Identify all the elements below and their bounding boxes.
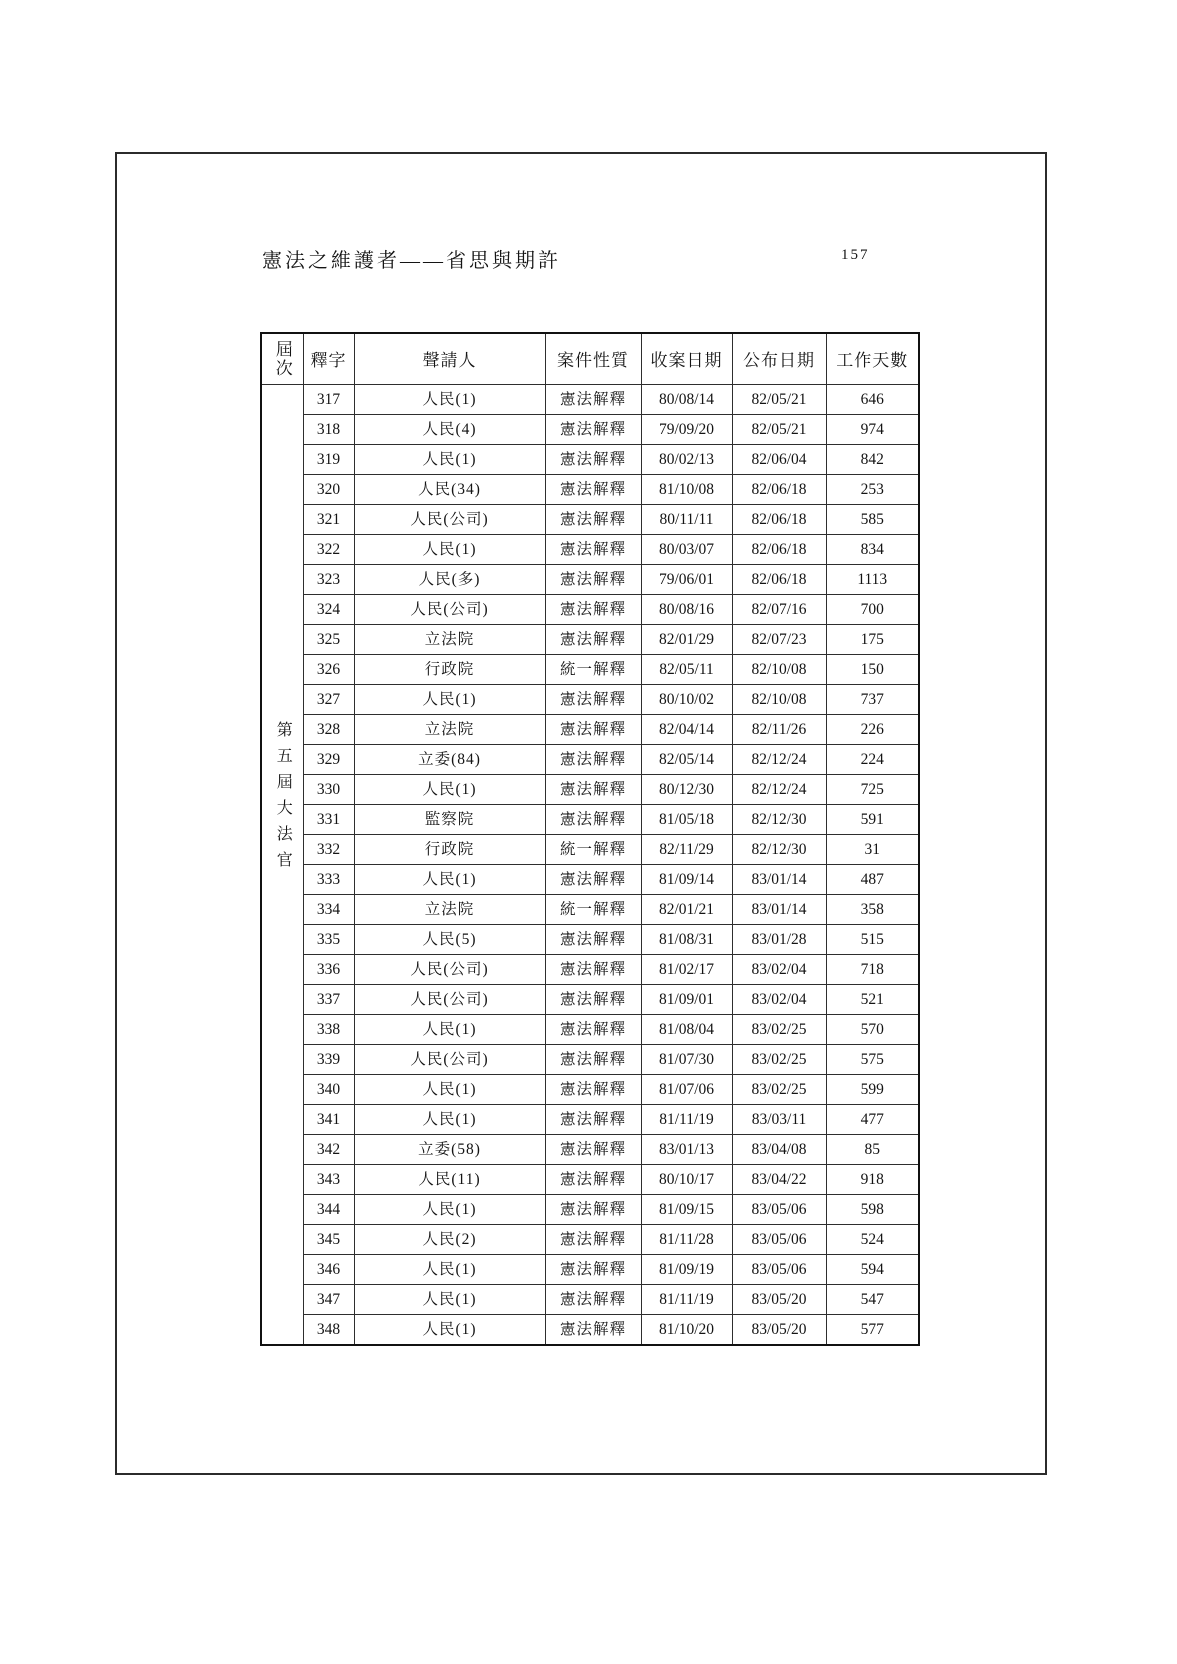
cell-applicant: 人民(1) bbox=[354, 1314, 545, 1345]
col-header-case-type: 案件性質 bbox=[545, 333, 641, 384]
cell-applicant: 立委(58) bbox=[354, 1134, 545, 1164]
cell-applicant: 人民(1) bbox=[354, 1074, 545, 1104]
table-row bbox=[261, 1074, 919, 1104]
cell-received-date: 81/09/19 bbox=[641, 1254, 732, 1284]
cell-work-days: 570 bbox=[826, 1014, 919, 1044]
cell-published-date: 83/02/25 bbox=[732, 1014, 826, 1044]
cell-work-days: 974 bbox=[826, 414, 919, 444]
interpretations-table bbox=[260, 332, 920, 1346]
cell-published-date: 83/01/14 bbox=[732, 864, 826, 894]
cell-case-type: 憲法解釋 bbox=[545, 444, 641, 474]
cell-published-date: 82/06/18 bbox=[732, 564, 826, 594]
cell-applicant: 人民(5) bbox=[354, 924, 545, 954]
cell-published-date: 83/05/06 bbox=[732, 1194, 826, 1224]
cell-work-days: 547 bbox=[826, 1284, 919, 1314]
cell-published-date: 83/04/08 bbox=[732, 1134, 826, 1164]
cell-work-days: 599 bbox=[826, 1074, 919, 1104]
cell-received-date: 80/02/13 bbox=[641, 444, 732, 474]
cell-work-days: 834 bbox=[826, 534, 919, 564]
cell-work-days: 725 bbox=[826, 774, 919, 804]
cell-interpretation-no: 318 bbox=[303, 414, 354, 444]
cell-work-days: 31 bbox=[826, 834, 919, 864]
cell-case-type: 憲法解釋 bbox=[545, 504, 641, 534]
cell-received-date: 80/10/17 bbox=[641, 1164, 732, 1194]
cell-published-date: 83/05/20 bbox=[732, 1314, 826, 1345]
cell-published-date: 82/05/21 bbox=[732, 414, 826, 444]
table-row bbox=[261, 414, 919, 444]
cell-received-date: 82/05/11 bbox=[641, 654, 732, 684]
col-header-work-days: 工作天數 bbox=[826, 333, 919, 384]
cell-interpretation-no: 332 bbox=[303, 834, 354, 864]
cell-work-days: 842 bbox=[826, 444, 919, 474]
cell-case-type: 憲法解釋 bbox=[545, 1074, 641, 1104]
cell-received-date: 80/11/11 bbox=[641, 504, 732, 534]
cell-work-days: 700 bbox=[826, 594, 919, 624]
cell-work-days: 1113 bbox=[826, 564, 919, 594]
cell-published-date: 82/07/23 bbox=[732, 624, 826, 654]
table-row bbox=[261, 774, 919, 804]
cell-interpretation-no: 326 bbox=[303, 654, 354, 684]
cell-published-date: 82/12/30 bbox=[732, 834, 826, 864]
cell-published-date: 83/02/25 bbox=[732, 1044, 826, 1074]
cell-case-type: 憲法解釋 bbox=[545, 414, 641, 444]
cell-received-date: 81/10/08 bbox=[641, 474, 732, 504]
cell-case-type: 憲法解釋 bbox=[545, 1224, 641, 1254]
cell-received-date: 80/08/16 bbox=[641, 594, 732, 624]
table-body bbox=[261, 384, 919, 1345]
cell-case-type: 憲法解釋 bbox=[545, 624, 641, 654]
cell-interpretation-no: 345 bbox=[303, 1224, 354, 1254]
cell-work-days: 575 bbox=[826, 1044, 919, 1074]
table-row bbox=[261, 594, 919, 624]
cell-received-date: 82/01/29 bbox=[641, 624, 732, 654]
cell-applicant: 人民(公司) bbox=[354, 954, 545, 984]
table-row bbox=[261, 1254, 919, 1284]
cell-received-date: 81/10/20 bbox=[641, 1314, 732, 1345]
cell-interpretation-no: 321 bbox=[303, 504, 354, 534]
cell-published-date: 83/01/14 bbox=[732, 894, 826, 924]
cell-work-days: 85 bbox=[826, 1134, 919, 1164]
cell-work-days: 477 bbox=[826, 1104, 919, 1134]
page-border bbox=[115, 152, 1047, 1475]
cell-work-days: 253 bbox=[826, 474, 919, 504]
cell-case-type: 憲法解釋 bbox=[545, 474, 641, 504]
cell-received-date: 81/11/28 bbox=[641, 1224, 732, 1254]
cell-received-date: 82/04/14 bbox=[641, 714, 732, 744]
cell-work-days: 224 bbox=[826, 744, 919, 774]
cell-applicant: 人民(2) bbox=[354, 1224, 545, 1254]
cell-received-date: 83/01/13 bbox=[641, 1134, 732, 1164]
cell-interpretation-no: 320 bbox=[303, 474, 354, 504]
table-row bbox=[261, 924, 919, 954]
cell-interpretation-no: 346 bbox=[303, 1254, 354, 1284]
cell-case-type: 憲法解釋 bbox=[545, 714, 641, 744]
cell-case-type: 憲法解釋 bbox=[545, 1164, 641, 1194]
cell-received-date: 80/12/30 bbox=[641, 774, 732, 804]
table-row bbox=[261, 954, 919, 984]
cell-work-days: 594 bbox=[826, 1254, 919, 1284]
cell-applicant: 人民(多) bbox=[354, 564, 545, 594]
cell-received-date: 82/01/21 bbox=[641, 894, 732, 924]
cell-case-type: 統一解釋 bbox=[545, 894, 641, 924]
cell-applicant: 人民(34) bbox=[354, 474, 545, 504]
table-row bbox=[261, 654, 919, 684]
cell-interpretation-no: 325 bbox=[303, 624, 354, 654]
cell-interpretation-no: 336 bbox=[303, 954, 354, 984]
table-row bbox=[261, 1224, 919, 1254]
cell-work-days: 646 bbox=[826, 384, 919, 414]
cell-work-days: 598 bbox=[826, 1194, 919, 1224]
cell-published-date: 82/06/18 bbox=[732, 504, 826, 534]
cell-received-date: 80/10/02 bbox=[641, 684, 732, 714]
cell-published-date: 82/06/04 bbox=[732, 444, 826, 474]
page-title: 憲法之維護者——省思與期許 bbox=[262, 250, 561, 272]
cell-case-type: 憲法解釋 bbox=[545, 684, 641, 714]
table-row bbox=[261, 1314, 919, 1345]
cell-work-days: 150 bbox=[826, 654, 919, 684]
cell-received-date: 80/08/14 bbox=[641, 384, 732, 414]
cell-case-type: 憲法解釋 bbox=[545, 744, 641, 774]
era-vertical-label: 第五屆大法官 bbox=[261, 384, 303, 1345]
cell-case-type: 憲法解釋 bbox=[545, 1194, 641, 1224]
cell-published-date: 82/12/24 bbox=[732, 774, 826, 804]
table-row bbox=[261, 1164, 919, 1194]
cell-published-date: 83/01/28 bbox=[732, 924, 826, 954]
table-row bbox=[261, 444, 919, 474]
cell-applicant: 人民(11) bbox=[354, 1164, 545, 1194]
cell-work-days: 358 bbox=[826, 894, 919, 924]
col-header-interpretation-no: 釋字 bbox=[303, 333, 354, 384]
cell-received-date: 81/05/18 bbox=[641, 804, 732, 834]
cell-received-date: 79/09/20 bbox=[641, 414, 732, 444]
table-row bbox=[261, 624, 919, 654]
cell-applicant: 立法院 bbox=[354, 894, 545, 924]
cell-interpretation-no: 329 bbox=[303, 744, 354, 774]
cell-case-type: 憲法解釋 bbox=[545, 804, 641, 834]
cell-work-days: 524 bbox=[826, 1224, 919, 1254]
cell-case-type: 憲法解釋 bbox=[545, 774, 641, 804]
table-row bbox=[261, 864, 919, 894]
cell-interpretation-no: 319 bbox=[303, 444, 354, 474]
col-header-era: 屆次 bbox=[261, 333, 303, 384]
cell-received-date: 82/05/14 bbox=[641, 744, 732, 774]
cell-received-date: 81/09/15 bbox=[641, 1194, 732, 1224]
cell-interpretation-no: 324 bbox=[303, 594, 354, 624]
cell-work-days: 918 bbox=[826, 1164, 919, 1194]
cell-work-days: 577 bbox=[826, 1314, 919, 1345]
table-row bbox=[261, 834, 919, 864]
table-row bbox=[261, 1194, 919, 1224]
cell-work-days: 175 bbox=[826, 624, 919, 654]
table-row bbox=[261, 984, 919, 1014]
cell-received-date: 81/09/14 bbox=[641, 864, 732, 894]
cell-applicant: 人民(1) bbox=[354, 864, 545, 894]
cell-interpretation-no: 327 bbox=[303, 684, 354, 714]
cell-published-date: 83/05/06 bbox=[732, 1224, 826, 1254]
cell-received-date: 80/03/07 bbox=[641, 534, 732, 564]
cell-work-days: 487 bbox=[826, 864, 919, 894]
cell-published-date: 83/05/06 bbox=[732, 1254, 826, 1284]
cell-interpretation-no: 330 bbox=[303, 774, 354, 804]
cell-case-type: 憲法解釋 bbox=[545, 924, 641, 954]
cell-applicant: 人民(1) bbox=[354, 384, 545, 414]
cell-interpretation-no: 333 bbox=[303, 864, 354, 894]
cell-received-date: 81/08/31 bbox=[641, 924, 732, 954]
cell-case-type: 憲法解釋 bbox=[545, 1284, 641, 1314]
cell-interpretation-no: 323 bbox=[303, 564, 354, 594]
cell-published-date: 82/10/08 bbox=[732, 684, 826, 714]
col-header-received-date: 收案日期 bbox=[641, 333, 732, 384]
cell-interpretation-no: 334 bbox=[303, 894, 354, 924]
cell-published-date: 82/05/21 bbox=[732, 384, 826, 414]
cell-interpretation-no: 337 bbox=[303, 984, 354, 1014]
table-row bbox=[261, 1284, 919, 1314]
cell-case-type: 憲法解釋 bbox=[545, 564, 641, 594]
cell-applicant: 行政院 bbox=[354, 654, 545, 684]
cell-published-date: 83/02/04 bbox=[732, 984, 826, 1014]
cell-received-date: 82/11/29 bbox=[641, 834, 732, 864]
interpretations-table-wrap bbox=[260, 332, 920, 1346]
cell-applicant: 人民(公司) bbox=[354, 1044, 545, 1074]
table-row bbox=[261, 1014, 919, 1044]
cell-applicant: 監察院 bbox=[354, 804, 545, 834]
page-number: 157 bbox=[841, 247, 870, 263]
cell-published-date: 82/12/30 bbox=[732, 804, 826, 834]
cell-interpretation-no: 348 bbox=[303, 1314, 354, 1345]
cell-applicant: 立法院 bbox=[354, 714, 545, 744]
cell-case-type: 憲法解釋 bbox=[545, 1044, 641, 1074]
cell-case-type: 憲法解釋 bbox=[545, 534, 641, 564]
cell-case-type: 憲法解釋 bbox=[545, 864, 641, 894]
cell-case-type: 憲法解釋 bbox=[545, 1104, 641, 1134]
cell-case-type: 統一解釋 bbox=[545, 834, 641, 864]
table-row bbox=[261, 744, 919, 774]
table-row bbox=[261, 504, 919, 534]
table-row bbox=[261, 1104, 919, 1134]
cell-interpretation-no: 342 bbox=[303, 1134, 354, 1164]
cell-published-date: 82/06/18 bbox=[732, 474, 826, 504]
cell-applicant: 人民(公司) bbox=[354, 984, 545, 1014]
cell-work-days: 737 bbox=[826, 684, 919, 714]
cell-interpretation-no: 347 bbox=[303, 1284, 354, 1314]
cell-case-type: 憲法解釋 bbox=[545, 1254, 641, 1284]
cell-published-date: 82/10/08 bbox=[732, 654, 826, 684]
cell-published-date: 82/07/16 bbox=[732, 594, 826, 624]
table-row bbox=[261, 1044, 919, 1074]
cell-received-date: 79/06/01 bbox=[641, 564, 732, 594]
cell-applicant: 人民(1) bbox=[354, 1254, 545, 1284]
cell-applicant: 人民(公司) bbox=[354, 594, 545, 624]
table-row bbox=[261, 804, 919, 834]
cell-received-date: 81/09/01 bbox=[641, 984, 732, 1014]
cell-applicant: 人民(1) bbox=[354, 1194, 545, 1224]
header-row bbox=[261, 333, 919, 384]
cell-interpretation-no: 340 bbox=[303, 1074, 354, 1104]
cell-work-days: 591 bbox=[826, 804, 919, 834]
cell-applicant: 人民(公司) bbox=[354, 504, 545, 534]
cell-received-date: 81/07/30 bbox=[641, 1044, 732, 1074]
cell-applicant: 立委(84) bbox=[354, 744, 545, 774]
col-header-applicant: 聲請人 bbox=[354, 333, 545, 384]
cell-received-date: 81/11/19 bbox=[641, 1284, 732, 1314]
cell-interpretation-no: 339 bbox=[303, 1044, 354, 1074]
table-row bbox=[261, 714, 919, 744]
cell-received-date: 81/08/04 bbox=[641, 1014, 732, 1044]
cell-published-date: 82/06/18 bbox=[732, 534, 826, 564]
cell-applicant: 人民(1) bbox=[354, 774, 545, 804]
cell-case-type: 統一解釋 bbox=[545, 654, 641, 684]
cell-case-type: 憲法解釋 bbox=[545, 984, 641, 1014]
cell-received-date: 81/07/06 bbox=[641, 1074, 732, 1104]
table-row bbox=[261, 894, 919, 924]
table-row bbox=[261, 384, 919, 414]
cell-work-days: 585 bbox=[826, 504, 919, 534]
cell-published-date: 82/11/26 bbox=[732, 714, 826, 744]
cell-applicant: 人民(4) bbox=[354, 414, 545, 444]
cell-published-date: 83/02/04 bbox=[732, 954, 826, 984]
table-row bbox=[261, 534, 919, 564]
table-row bbox=[261, 474, 919, 504]
cell-interpretation-no: 341 bbox=[303, 1104, 354, 1134]
cell-case-type: 憲法解釋 bbox=[545, 954, 641, 984]
table-row bbox=[261, 684, 919, 714]
cell-interpretation-no: 343 bbox=[303, 1164, 354, 1194]
cell-applicant: 人民(1) bbox=[354, 1104, 545, 1134]
cell-interpretation-no: 338 bbox=[303, 1014, 354, 1044]
cell-applicant: 人民(1) bbox=[354, 1014, 545, 1044]
cell-work-days: 718 bbox=[826, 954, 919, 984]
cell-work-days: 226 bbox=[826, 714, 919, 744]
cell-interpretation-no: 317 bbox=[303, 384, 354, 414]
cell-published-date: 83/02/25 bbox=[732, 1074, 826, 1104]
cell-case-type: 憲法解釋 bbox=[545, 384, 641, 414]
cell-interpretation-no: 328 bbox=[303, 714, 354, 744]
cell-work-days: 521 bbox=[826, 984, 919, 1014]
cell-interpretation-no: 335 bbox=[303, 924, 354, 954]
cell-interpretation-no: 322 bbox=[303, 534, 354, 564]
table-row bbox=[261, 1134, 919, 1164]
cell-applicant: 人民(1) bbox=[354, 534, 545, 564]
cell-applicant: 人民(1) bbox=[354, 444, 545, 474]
cell-applicant: 人民(1) bbox=[354, 684, 545, 714]
cell-published-date: 82/12/24 bbox=[732, 744, 826, 774]
col-header-published-date: 公布日期 bbox=[732, 333, 826, 384]
cell-published-date: 83/05/20 bbox=[732, 1284, 826, 1314]
cell-case-type: 憲法解釋 bbox=[545, 1014, 641, 1044]
cell-interpretation-no: 344 bbox=[303, 1194, 354, 1224]
cell-received-date: 81/11/19 bbox=[641, 1104, 732, 1134]
cell-case-type: 憲法解釋 bbox=[545, 594, 641, 624]
cell-received-date: 81/02/17 bbox=[641, 954, 732, 984]
cell-published-date: 83/04/22 bbox=[732, 1164, 826, 1194]
cell-applicant: 立法院 bbox=[354, 624, 545, 654]
cell-published-date: 83/03/11 bbox=[732, 1104, 826, 1134]
cell-work-days: 515 bbox=[826, 924, 919, 954]
cell-case-type: 憲法解釋 bbox=[545, 1314, 641, 1345]
cell-applicant: 人民(1) bbox=[354, 1284, 545, 1314]
table-row bbox=[261, 564, 919, 594]
cell-applicant: 行政院 bbox=[354, 834, 545, 864]
cell-case-type: 憲法解釋 bbox=[545, 1134, 641, 1164]
cell-interpretation-no: 331 bbox=[303, 804, 354, 834]
